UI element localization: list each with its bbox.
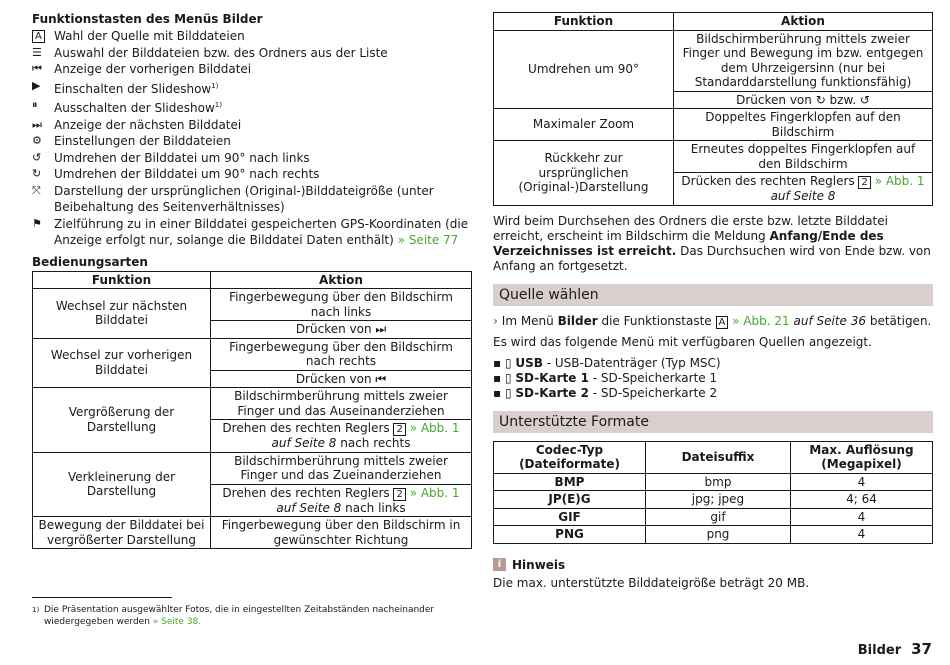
usb-icon: ▯ (504, 355, 512, 370)
section-source-heading: Quelle wählen (493, 284, 933, 306)
settings-icon: ⚙ (32, 134, 42, 147)
table-row: BMP bmp 4 (494, 473, 933, 491)
table-row: Verkleinerung der Darstellung Bildschirmberührung mittels zweier Finger und das Zueinanderziehen (33, 452, 472, 484)
sd-card-icon: ▯ (504, 370, 512, 385)
list-item: A Wahl der Quelle mit Bilddateien (32, 28, 472, 45)
operation-table: Funktion Aktion Wechsel zur nächsten Bilddatei Fingerbewegung über den Bildschirm nach links Drücken von ⏭ Wechsel zur vorherigen Bilddatei Fingerbewegung über den Bildschirm nach rechts Drücken von ⏮ Vergrößerung der Darstellung Bildschirmberührung mittels zweier Finger und das Auseinanderziehen Drehen des rechten Reglers 2 » Abb. 1 auf Seite 8 nach rechts Verkleinerung der Darstellung Bildschirmberührung mittels zweier Finger und das Zueinanderziehen Drehen des rechten Reglers 2 » Abb. 1 auf Seite 8 nach links Bewegung der Bilddatei bei vergrößerter Darstellung Fingerbewegung über den Bildschirm in gewünschter Richtung (32, 271, 472, 550)
list-item: ☰ Auswahl der Bilddateien bzw. des Ordners aus der Liste (32, 45, 388, 60)
table-row: GIF gif 4 (494, 508, 933, 526)
previous-icon: ⏮ (32, 62, 42, 75)
page-link[interactable]: » Seite 77 (397, 233, 459, 247)
page-link[interactable]: » Seite 38. (152, 617, 202, 627)
table-row: JP(E)G jpg; jpeg 4; 64 (494, 491, 933, 509)
hint-text: Die max. unterstützte Bilddateigröße beträgt 20 MB. (493, 575, 810, 590)
list-item: ▪ ▯ SD-Karte 2 - SD-Speicherkarte 2 (493, 385, 718, 400)
flag-icon: ⚑ (32, 216, 42, 230)
operation-table-continued: Funktion Aktion Umdrehen um 90° Bildschirmberührung mittels zweier Finger und Bewegung im bzw. entgegen dem Uhrzeigersinn (nur bei Standarddarstellung funktionsfähig) Drücken von ↻ bzw. ↺ Maximaler Zoom Doppeltes Fingerklopfen auf den Bildschirm Rückkehr zur ursprünglichen (Original-)Darstellung Erneutes doppeltes Fingerklopfen auf den Bildschirm Drücken des rechten Reglers 2 » Abb. 1 auf Seite 8 (493, 12, 933, 206)
figure-link[interactable]: » Abb. 1 (874, 174, 925, 188)
right-column (493, 12, 933, 597)
table-row: Drehen des rechten Reglers 2 » Abb. 1 auf Seite 8 nach links (33, 484, 472, 517)
page-number: 37 (911, 640, 932, 658)
table-row: Drücken von ↻ bzw. ↺ (494, 91, 933, 109)
figure-link[interactable]: » Abb. 21 (732, 313, 790, 328)
play-icon: ▶ (32, 78, 41, 92)
footer-section: Bilder (857, 643, 902, 658)
figure-link[interactable]: » Abb. 1 (409, 485, 460, 500)
table-row: Wechsel zur vorherigen Bilddatei Fingerbewegung über den Bildschirm nach rechts (33, 338, 472, 370)
list-icon: ☰ (32, 45, 42, 59)
function-keys-heading: Funktionstasten des Menüs Bilder (32, 12, 263, 26)
table-row: Drehen des rechten Reglers 2 » Abb. 1 auf Seite 8 nach rechts (33, 420, 472, 453)
formats-table: Codec-Typ (Dateiformate) Dateisuffix Max. Auflösung (Megapixel) BMP bmp 4 JP(E)G jpg; jpeg 4; 64 GIF gif 4 PNG png 4 (493, 441, 933, 544)
directory-end-paragraph: Wird beim Durchsehen des Ordners die erste bzw. letzte Bilddatei erreicht, erscheint im Bildschirm die Meldung Anfang/Ende des Verzeichnisses ist erreicht. Das Durchsuchen wird von Ende bzw. von Anfang an fortgesetzt. (493, 213, 931, 273)
rotate-right-icon: ↻ (32, 167, 42, 180)
table-row: Maximaler Zoom Doppeltes Fingerklopfen auf den Bildschirm (494, 109, 933, 141)
next-icon: ⏭ (32, 117, 42, 131)
table-row: PNG png 4 (494, 526, 933, 544)
list-item: ↻ Umdrehen der Bilddatei um 90° nach rechts (32, 167, 320, 181)
list-item: ↺ Umdrehen der Bilddatei um 90° nach links (32, 150, 310, 165)
operation-modes-heading: Bedienungsarten (32, 254, 148, 269)
list-item: ⏸ Ausschalten der Slideshow$^{1)}$ (32, 98, 222, 115)
table-row: Bewegung der Bilddatei bei vergrößerter Darstellung Fingerbewegung über den Bildschirm in gewünschter Richtung (33, 517, 472, 549)
list-item: ▪ ▯ USB - USB-Datenträger (Typ MSC) (493, 355, 721, 370)
list-item: ⏭ Anzeige der nächsten Bilddatei (32, 117, 242, 132)
table-row: Drücken von ⏮ (33, 370, 472, 388)
source-key-icon: A (32, 28, 54, 45)
figure-link[interactable]: » Abb. 1 (409, 421, 460, 435)
hint-heading: i Hinweis (493, 558, 933, 572)
table-row: Rückkehr zur ursprünglichen (Original-)Darstellung Erneutes doppeltes Fingerklopfen auf den Bildschirm (494, 141, 933, 173)
list-item: ⤧ Darstellung der ursprünglichen (Original-)Bilddateigröße (unter Beibehaltung des Seitenverhältnisses) (32, 183, 434, 214)
menu-paragraph: Es wird das folgende Menü mit verfügbaren Quellen angezeigt. (493, 334, 872, 349)
footnote-divider (32, 597, 172, 598)
footnote: 1) Die Präsentation ausgewählter Fotos, die in eingestellten Zeitabständen nacheinander wiedergegeben werden » Seite 38. (32, 605, 435, 627)
list-item: ▶ Einschalten der Slideshow$^{1)}$ (32, 78, 219, 96)
table-row: Wechsel zur nächsten Bilddatei Fingerbewegung über den Bildschirm nach links (33, 289, 472, 321)
list-item: ⏮ Anzeige der vorherigen Bilddatei (32, 62, 252, 76)
table-row: Drücken von ⏭ (33, 321, 472, 339)
list-item: ▪ ▯ SD-Karte 1 - SD-Speicherkarte 1 (493, 370, 718, 385)
table-row: Drücken des rechten Reglers 2 » Abb. 1 auf Seite 8 (494, 173, 933, 206)
function-keys-list (32, 28, 472, 249)
pause-icon: ⏸ (32, 98, 38, 111)
sd-card-icon: ▯ (504, 385, 512, 400)
page-footer (858, 640, 932, 658)
rotate-left-icon: ↺ (32, 150, 42, 164)
info-icon: i (493, 558, 506, 571)
section-formats-heading: Unterstützte Formate (493, 411, 933, 433)
list-item: ⚑ Zielführung zu in einer Bilddatei gespeicherten GPS-Koordinaten (die Anzeige erfolgt nur, solange die Bilddatei Daten enthält) » Seite 77 (32, 216, 469, 247)
table-row: Vergrößerung der Darstellung Bildschirmberührung mittels zweier Finger und das Auseinanderziehen (33, 388, 472, 420)
table-row: Umdrehen um 90° Bildschirmberührung mittels zweier Finger und Bewegung im bzw. entgegen dem Uhrzeigersinn (nur bei Standarddarstellung funktionsfähig) (494, 30, 933, 91)
left-column (32, 12, 472, 549)
source-list (493, 356, 933, 401)
step-instruction: › Im Menü Bilder die Funktionstaste A » Abb. 21 auf Seite 36 betätigen. (493, 313, 932, 328)
list-item: ⚙ Einstellungen der Bilddateien (32, 134, 231, 148)
original-size-icon: ⤧ (32, 183, 41, 197)
